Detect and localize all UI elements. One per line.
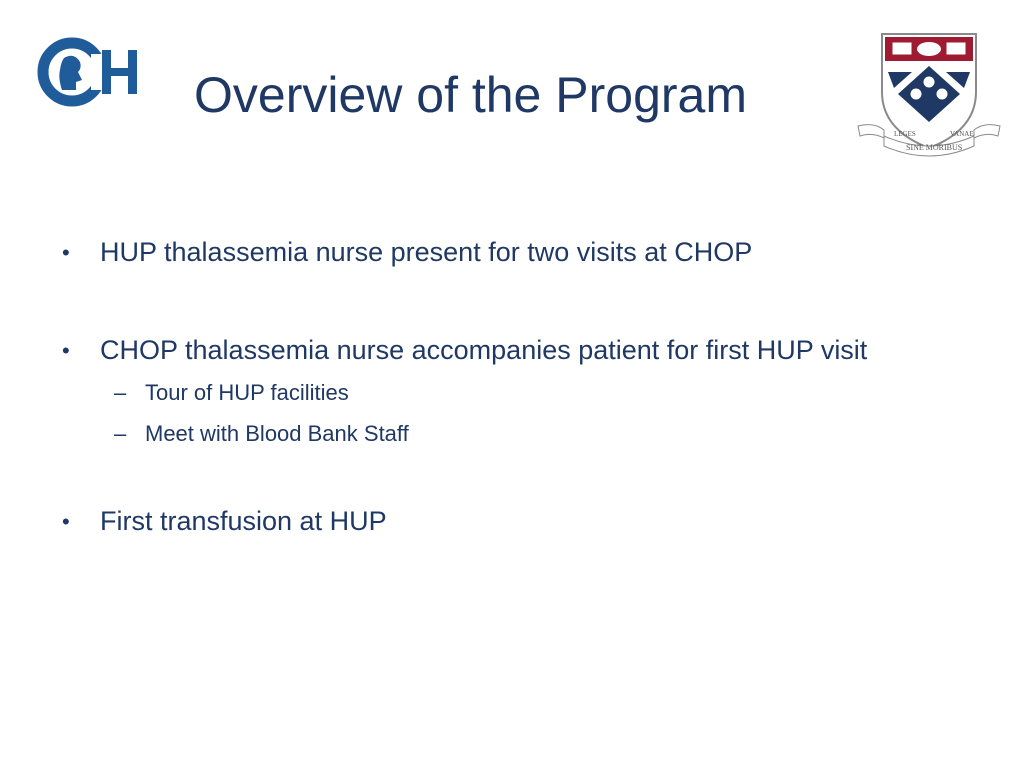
bullet-dot-icon: • (62, 509, 70, 534)
bullet-list (58, 232, 958, 542)
sub-bullet-list (58, 372, 958, 454)
bullet-item (58, 501, 958, 542)
penn-shield-icon (854, 30, 1004, 160)
bullet-text: CHOP thalassemia nurse accompanies patient for first HUP visit (100, 335, 868, 365)
motto-left: LEGES (894, 130, 916, 138)
sub-bullet-text: Tour of HUP facilities (145, 380, 349, 405)
sub-bullet-item (58, 413, 958, 454)
dash-icon: – (114, 421, 127, 446)
motto-right: VANAE (950, 130, 974, 138)
dash-icon: – (114, 380, 127, 405)
sub-bullet-item (58, 372, 958, 413)
bullet-dot-icon: • (62, 338, 70, 363)
bullet-text: First transfusion at HUP (100, 506, 387, 536)
bullet-dot-icon: • (62, 240, 70, 265)
page-title: Overview of the Program (194, 67, 747, 123)
bullet-item (58, 330, 930, 371)
bullet-text: HUP thalassemia nurse present for two visits at CHOP (100, 237, 753, 267)
sub-bullet-text: Meet with Blood Bank Staff (145, 421, 409, 446)
motto-bottom: SINE MORIBUS (906, 143, 963, 152)
bullet-item (58, 232, 958, 273)
chop-logo-icon (36, 36, 142, 108)
